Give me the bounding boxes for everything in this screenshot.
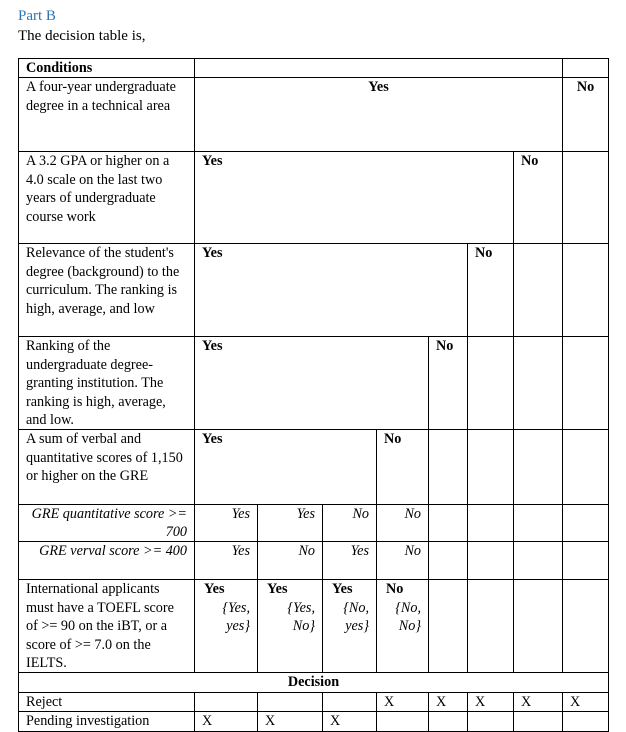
condition-row <box>19 152 609 244</box>
toefl-sub: {Yes, <box>287 599 315 616</box>
decision-mark: X <box>323 712 377 731</box>
header-spacer <box>563 59 609 78</box>
gre-verbal-row <box>19 542 609 580</box>
toefl-sub: {No, <box>395 599 421 616</box>
empty-cell <box>563 542 609 580</box>
section-heading: Part B <box>18 8 56 24</box>
header-spacer <box>195 59 563 78</box>
condition-label: A four-year undergraduate degree in a technical area <box>19 78 195 152</box>
decision-mark: X <box>563 692 609 711</box>
decision-mark <box>377 712 429 731</box>
decision-label: Reject <box>19 692 195 711</box>
empty-cell <box>429 580 468 673</box>
toefl-main: No <box>386 581 404 598</box>
decision-mark: X <box>258 712 323 731</box>
condition-value-no: No <box>468 244 514 337</box>
condition-value-yes: Yes <box>195 244 468 337</box>
empty-cell <box>429 542 468 580</box>
gre-verbal-value: Yes <box>195 542 258 580</box>
toefl-value <box>258 580 323 673</box>
decision-mark: X <box>429 692 468 711</box>
decision-table <box>18 58 609 732</box>
condition-row <box>19 337 609 430</box>
gre-verbal-label: GRE verval score >= 400 <box>19 542 195 580</box>
toefl-sub: {Yes, <box>222 599 250 616</box>
toefl-main: Yes <box>267 581 288 598</box>
condition-row <box>19 244 609 337</box>
decision-label: Pending investigation <box>19 712 195 731</box>
gre-verbal-value: Yes <box>323 542 377 580</box>
decision-mark <box>195 692 258 711</box>
toefl-value <box>195 580 258 673</box>
decision-mark: X <box>468 692 514 711</box>
empty-cell <box>468 430 514 505</box>
gre-quantitative-value: Yes <box>195 505 258 542</box>
empty-cell <box>468 505 514 542</box>
gre-quantitative-value: No <box>323 505 377 542</box>
toefl-sub: yes} <box>226 618 250 635</box>
toefl-value <box>377 580 429 673</box>
decision-mark <box>468 712 514 731</box>
gre-quantitative-value: No <box>377 505 429 542</box>
decision-mark: X <box>195 712 258 731</box>
decision-row-reject <box>19 692 609 711</box>
condition-label: A 3.2 GPA or higher on a 4.0 scale on the last two years of undergraduate course work <box>19 152 195 244</box>
toefl-sub: No} <box>398 618 421 635</box>
condition-value-no: No <box>377 430 429 505</box>
condition-label: A sum of verbal and quantitative scores of 1,150 or higher on the GRE <box>19 430 195 505</box>
empty-cell <box>563 430 609 505</box>
gre-quantitative-value: Yes <box>258 505 323 542</box>
decision-mark <box>514 712 563 731</box>
condition-value-no: No <box>514 152 563 244</box>
gre-verbal-value: No <box>377 542 429 580</box>
decision-mark <box>563 712 609 731</box>
toefl-sub: yes} <box>345 618 369 635</box>
gre-quantitative-row <box>19 505 609 542</box>
empty-cell <box>514 337 563 430</box>
condition-value-yes: Yes <box>195 337 429 430</box>
empty-cell <box>468 542 514 580</box>
empty-cell <box>429 430 468 505</box>
intro-text: The decision table is, <box>18 28 146 44</box>
toefl-label: International applicants must have a TOEFL score of >= 90 on the iBT, or a score of >= 7.0 on the IELTS. <box>19 580 195 673</box>
condition-value-no: No <box>563 78 609 152</box>
empty-cell <box>514 430 563 505</box>
decision-mark: X <box>377 692 429 711</box>
toefl-row <box>19 580 609 673</box>
empty-cell <box>429 505 468 542</box>
condition-value-yes: Yes <box>195 152 514 244</box>
condition-row <box>19 430 609 505</box>
condition-label: Ranking of the undergraduate degree-granting institution. The ranking is high, average, and low. <box>19 337 195 430</box>
decision-mark <box>323 692 377 711</box>
toefl-main: Yes <box>332 581 353 598</box>
condition-value-yes: Yes <box>195 430 377 505</box>
empty-cell <box>514 244 563 337</box>
decision-mark: X <box>514 692 563 711</box>
empty-cell <box>563 244 609 337</box>
empty-cell <box>514 580 563 673</box>
toefl-sub: No} <box>292 618 315 635</box>
empty-cell <box>563 505 609 542</box>
decision-mark <box>258 692 323 711</box>
empty-cell <box>563 152 609 244</box>
toefl-sub: {No, <box>343 599 369 616</box>
gre-verbal-value: No <box>258 542 323 580</box>
decision-header: Decision <box>19 673 609 692</box>
empty-cell <box>514 505 563 542</box>
condition-value-no: No <box>429 337 468 430</box>
empty-cell <box>468 580 514 673</box>
gre-quantitative-label: GRE quantitative score >= 700 <box>19 505 195 542</box>
conditions-header: Conditions <box>19 59 195 78</box>
condition-label: Relevance of the student's degree (background) to the curriculum. The ranking is high, average, and low <box>19 244 195 337</box>
decision-row-pending <box>19 712 609 731</box>
toefl-main: Yes <box>204 581 225 598</box>
toefl-value <box>323 580 377 673</box>
empty-cell <box>468 337 514 430</box>
table-header-row <box>19 59 609 78</box>
decision-mark <box>429 712 468 731</box>
decision-header-row <box>19 673 609 692</box>
empty-cell <box>563 337 609 430</box>
empty-cell <box>514 542 563 580</box>
condition-value-yes: Yes <box>195 78 563 152</box>
condition-row <box>19 78 609 152</box>
empty-cell <box>563 580 609 673</box>
